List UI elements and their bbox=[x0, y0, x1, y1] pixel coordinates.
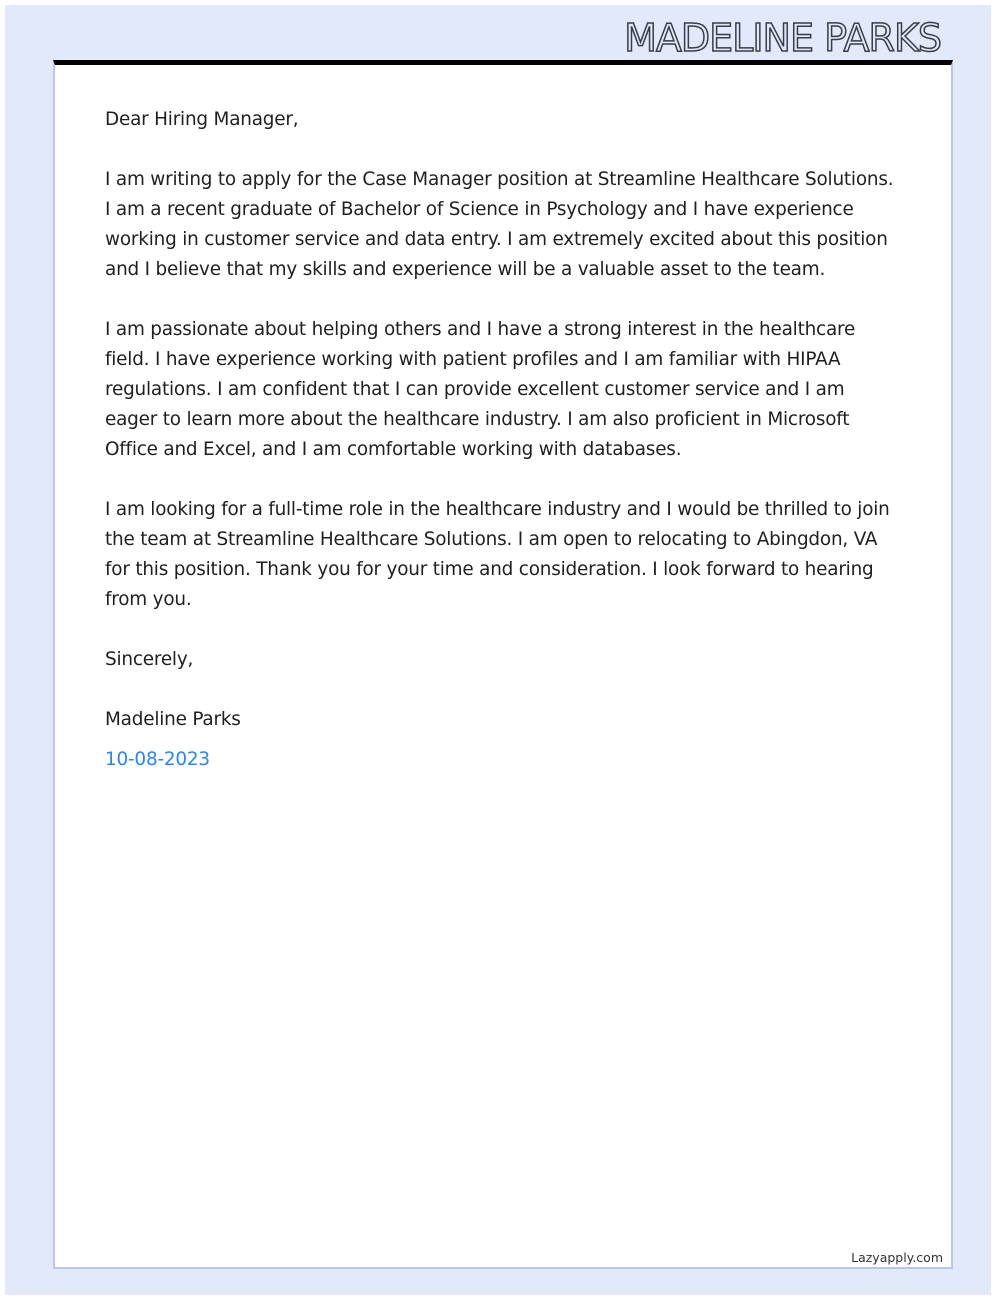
closing: Sincerely, bbox=[105, 649, 194, 670]
page-background bbox=[5, 5, 991, 1295]
letter-date: 10-08-2023 bbox=[105, 749, 210, 770]
applicant-name-header: MADELINE PARKS bbox=[624, 16, 941, 60]
paragraph-closing: I am looking for a full-time role in the healthcare industry and I would be thrilled to join the team at Streamline Healthcare Solutions. I am open to relocating to Abingdon, VA for this position. Thank you for your time and consideration. I look forward to hearing from you. bbox=[105, 499, 890, 610]
letter-body bbox=[105, 105, 900, 775]
paragraph-skills: I am passionate about helping others and I have a strong interest in the healthcare field. I have experience working with patient profiles and I am familiar with HIPAA regulations. I am confident that I can provide excellent customer service and I am eager to learn more about the healthcare industry. I am also proficient in Microsoft Office and Excel, and I am comfortable working with databases. bbox=[105, 319, 856, 460]
letter-page bbox=[53, 60, 953, 1269]
salutation: Dear Hiring Manager, bbox=[105, 109, 299, 130]
signer-name: Madeline Parks bbox=[105, 709, 241, 730]
paragraph-intro: I am writing to apply for the Case Manager position at Streamline Healthcare Solutions. I am a recent graduate of Bachelor of Science in Psychology and I have experience working in customer service and data entry. I am extremely excited about this position and I believe that my skills and experience will be a valuable asset to the team. bbox=[105, 169, 894, 280]
brand-watermark[interactable]: Lazyapply.com bbox=[851, 1250, 943, 1265]
